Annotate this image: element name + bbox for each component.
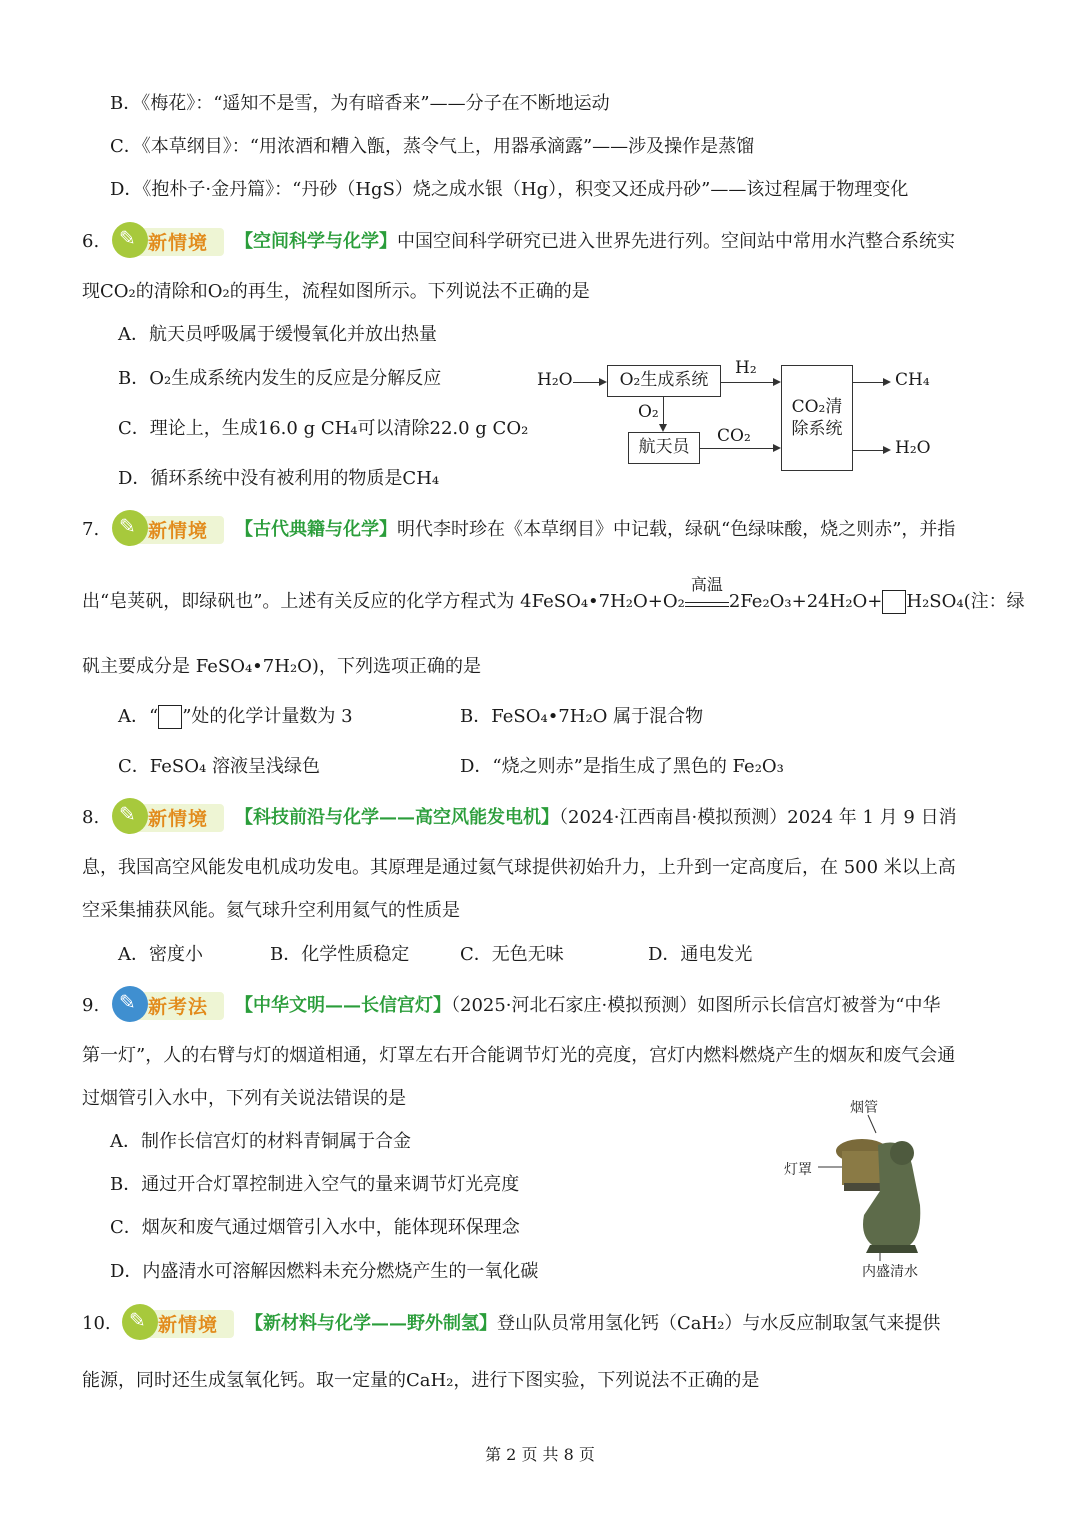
label-co2: CO₂ — [717, 426, 751, 446]
q6-stem-line1: 【空间科学与化学】中国空间科学研究已进入世界先进行列。空间站中常用水汽整合系统实 — [235, 231, 955, 252]
pencil-icon: ✎ — [119, 226, 136, 250]
q8-stem-line2: 息，我国高空风能发电机成功发电。其原理是通过氦气球提供初始升力，上升到一定高度后，在 500 米以上高 — [82, 857, 956, 878]
arrow-h2 — [721, 382, 779, 383]
pencil-icon: ✎ — [129, 1308, 146, 1332]
label-lamp-shade: 灯罩 — [784, 1162, 812, 1178]
q10-stem-line1: 【新材料与化学——野外制氢】登山队员常用氢化钙（CaH₂）与水反应制取氢气来提供 — [245, 1313, 941, 1334]
q6-badge: ✎ 新情境 — [112, 222, 224, 258]
q9-option-d: D．内盛清水可溶解因燃料未充分燃烧产生的一氧化碳 — [110, 1261, 539, 1282]
q7-badge: ✎ 新情境 — [112, 510, 224, 546]
q8-stem-line3: 空采集捕获风能。氦气球升空利用氦气的性质是 — [82, 900, 460, 921]
q7-stem-line1: 【古代典籍与化学】明代李时珍在《本草纲目》中记载，绿矾“色绿味酸，烧之则赤”，并指 — [235, 519, 956, 540]
label-inner-water: 内盛清水 — [862, 1264, 918, 1280]
q9-stem-line1: 【中华文明——长信宫灯】（2025·河北石家庄·模拟预测）如图所示长信宫灯被誉为“中华 — [235, 995, 941, 1016]
blank-box — [882, 590, 906, 614]
q8-option-c: C．无色无味 — [460, 944, 564, 965]
q8-number: 8. — [82, 807, 100, 828]
q6-flow-diagram — [535, 358, 935, 482]
label-h2: H₂ — [735, 358, 757, 378]
q8-stem-line1: 【科技前沿与化学——高空风能发电机】（2024·江西南昌·模拟预测）2024 年 1 月 9 日消 — [235, 807, 957, 828]
pencil-icon: ✎ — [119, 802, 136, 826]
page-footer: 第 2 页 共 8 页 — [485, 1445, 595, 1464]
co2-removal-system-box: CO₂清 除系统 — [781, 365, 853, 471]
changxin-palace-lamp-figure — [780, 1095, 940, 1285]
arrow-o2-down — [663, 397, 664, 430]
q6-number: 6. — [82, 231, 100, 252]
o2-generation-system-box: O₂生成系统 — [607, 365, 721, 397]
q9-stem-line2: 第一灯”，人的右臂与灯的烟道相通，灯罩左右开合能调节灯光的亮度，宫灯内燃料燃烧产生的烟灰和废气会通 — [82, 1045, 956, 1066]
lamp-illustration — [780, 1095, 940, 1285]
q8-badge: ✎ 新情境 — [112, 798, 224, 834]
arrow-co2 — [700, 448, 779, 449]
q7-number: 7. — [82, 519, 100, 540]
magnifier-icon: ✎ — [119, 990, 136, 1014]
q9-number: 9. — [82, 995, 100, 1016]
q5-option-b: B．《梅花》：“遥知不是雪，为有暗香来”——分子在不断地运动 — [110, 93, 610, 114]
q6-option-c: C．理论上，生成16.0 g CH₄可以清除22.0 g CO₂ — [118, 418, 529, 439]
q7-option-b: B．FeSO₄•7H₂O 属于混合物 — [460, 706, 704, 727]
q6-stem-line2: 现CO₂的清除和O₂的再生，流程如图所示。下列说法不正确的是 — [82, 281, 590, 302]
pencil-icon: ✎ — [119, 514, 136, 538]
diagram-h2o-in: H₂O — [537, 370, 573, 390]
arrow-h2o-out — [853, 450, 889, 451]
q8-option-a: A．密度小 — [118, 944, 203, 965]
q6-option-d: D．循环系统中没有被利用的物质是CH₄ — [118, 468, 440, 489]
q5-option-d: D．《抱朴子·金丹篇》：“丹砂（HgS）烧之成水银（Hg），积变又还成丹砂”——该过程属于物理变化 — [110, 179, 909, 200]
q9-option-a: A．制作长信宫灯的材料青铜属于合金 — [110, 1131, 411, 1152]
q5-option-c: C．《本草纲目》：“用浓酒和糟入甑，蒸令气上，用器承滴露”——涉及操作是蒸馏 — [110, 136, 755, 157]
q6-option-b: B．O₂生成系统内发生的反应是分解反应 — [118, 368, 442, 389]
label-smoke-pipe: 烟管 — [850, 1100, 878, 1116]
q9-badge: ✎ 新考法 — [112, 986, 224, 1022]
q8-option-d: D．通电发光 — [648, 944, 753, 965]
arrow-h2o-to-o2system — [573, 382, 605, 383]
q6-option-a: A．航天员呼吸属于缓慢氧化并放出热量 — [118, 324, 437, 345]
label-o2: O₂ — [638, 402, 659, 422]
q7-stem-line2: 出“皂荚矾，即绿矾也”。上述有关反应的化学方程式为 4FeSO₄•7H₂O+O₂ 高温 2Fe₂O₃+24H₂O+ H₂SO₄(注：绿 — [82, 589, 1025, 615]
diagram-h2o-out: H₂O — [895, 438, 931, 458]
reaction-condition: 高温 — [690, 575, 723, 594]
q8-option-b: B．化学性质稳定 — [270, 944, 410, 965]
q9-option-b: B．通过开合灯罩控制进入空气的量来调节灯光亮度 — [110, 1174, 520, 1195]
q10-badge: ✎ 新情境 — [122, 1304, 234, 1340]
astronaut-box: 航天员 — [628, 432, 700, 464]
q9-option-c: C．烟灰和废气通过烟管引入水中，能体现环保理念 — [110, 1217, 520, 1238]
diagram-ch4-out: CH₄ — [895, 370, 930, 390]
q10-number: 10. — [82, 1313, 111, 1334]
q10-stem-line2: 能源，同时还生成氢氧化钙。取一定量的CaH₂，进行下图实验，下列说法不正确的是 — [82, 1370, 760, 1391]
q7-stem-line3: 矾主要成分是 FeSO₄•7H₂O)，下列选项正确的是 — [82, 656, 481, 677]
q7-option-c: C．FeSO₄ 溶液呈浅绿色 — [118, 756, 320, 777]
q7-option-a: A．“ ”处的化学计量数为 3 — [118, 706, 353, 727]
q9-stem-line3: 过烟管引入水中，下列有关说法错误的是 — [82, 1088, 406, 1109]
arrow-ch4-out — [853, 382, 889, 383]
q7-option-d: D．“烧之则赤”是指生成了黑色的 Fe₂O₃ — [460, 756, 784, 777]
